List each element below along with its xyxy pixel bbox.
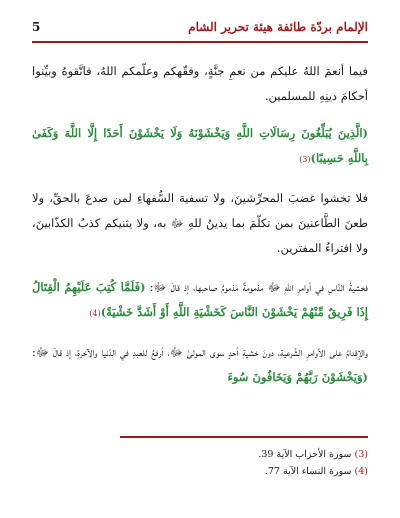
quran-verse-3: (وَيَخْشَوْنَ رَبَّهُمْ وَيَخَافُونَ سُوءَ — [227, 370, 368, 384]
footnote-separator — [120, 436, 368, 438]
quran-verse-1: (الَّذِينَ يُبَلِّغُونَ رِسَالَاتِ اللَّهِ وَيَخْشَوْنَهُ وَلَا يَخْشَوْنَ أَحَدًا إِلَّا اللَّهَ وَكَفَىٰ بِاللَّهِ حَسِيبًا) — [32, 126, 368, 165]
footnote-text: سورة النساء الآية 77. — [264, 466, 355, 477]
footnote-3 — [32, 446, 368, 463]
paragraph-3-text: فلا تخشوا غضبَ المحرِّشينَ، ولا تسفيهَ السُّفهاءِ لمن صدعَ بالحقِّ، ولا طعنَ الطَّاعنينَ بمن تكلّمَ بما يدينُ للهِ ﷻ به، ولا يثنيكم كذبُ الكذّابينَ، ولا افتراءُ المفترين. — [32, 191, 368, 255]
paragraph-1-text: فيما أنعمَ اللهُ عليكم من نعمِ جنَّةٍ، وفقّهكم وعلّمكم اللهُ، فاتَّقوهُ وبيِّنوا أحكامَ دينِهِ للمسلمين. — [32, 64, 368, 103]
page-header — [32, 20, 368, 38]
paragraph-2 — [32, 121, 368, 172]
paragraph-5 — [32, 340, 368, 390]
paragraph-1 — [32, 59, 368, 109]
paragraph-4 — [32, 275, 368, 326]
footnote-4 — [32, 463, 368, 480]
footnote-text: سورة الأحزاب الآية 39. — [258, 449, 355, 460]
paragraph-5-text: والإقدامُ على الأوامرِ الشَّرعيةِ، دونَ خشيةِ أحدٍ سوى المولىٰ ﷻ، أرفعُ للعبدِ في الدّنيا والآخرةِ، إذ قالَ ﷻ: — [32, 345, 368, 359]
header-rule — [32, 41, 368, 43]
paragraph-4-text: فخشيةُ النَّاسِ في أوامرِ اللهِ ﷻ مذمومةٌ مذمومٌ صاحبها، إذ قالَ ﷻ: — [145, 280, 368, 294]
footnotes — [32, 446, 368, 480]
page-number: 5 — [32, 20, 41, 34]
footnote-ref-4[interactable]: (4) — [89, 309, 101, 318]
footnote-number: (3) — [354, 449, 368, 460]
paragraph-3 — [32, 186, 368, 261]
footnote-number: (4) — [354, 466, 368, 477]
running-title: الإلمام بردّة طائفة هيئة تحرير الشام — [188, 20, 368, 34]
footnote-ref-3[interactable]: (3) — [299, 155, 311, 164]
quran-verse-2: (فَلَمَّا كُتِبَ عَلَيْهِمُ الْقِتَالُ إِذَا فَرِيقٌ مِّنْهُمْ يَخْشَوْنَ النَّاسَ كَخَشْيَةِ اللَّهِ أَوْ أَشَدَّ خَشْيَةً) — [32, 280, 368, 319]
